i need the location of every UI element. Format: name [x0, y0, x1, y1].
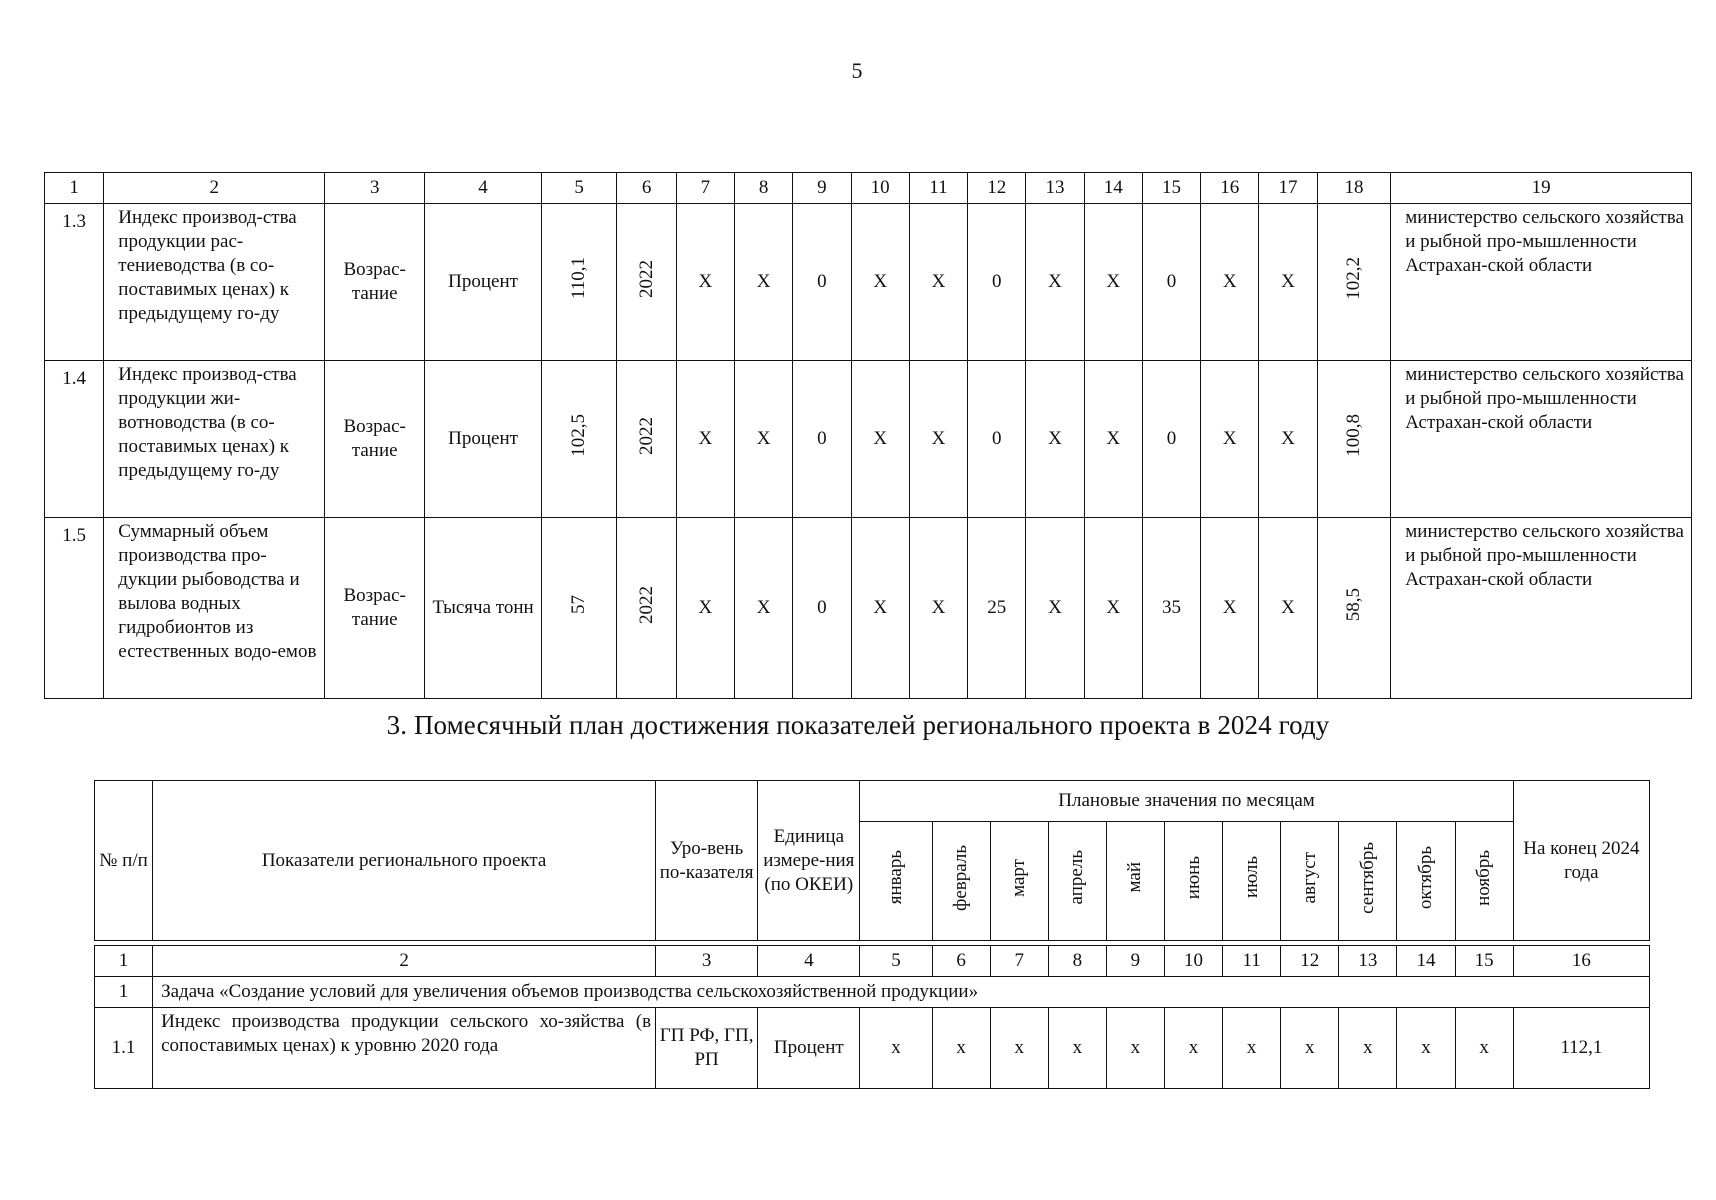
column-number: 6 [932, 946, 990, 977]
month-header: апрель [1066, 850, 1088, 905]
month-value: 0 [968, 204, 1026, 361]
table-row [45, 518, 1692, 699]
base-year-cell [617, 204, 676, 361]
month-header: май [1124, 862, 1146, 893]
year-value: 102,2 [1342, 257, 1364, 300]
page-number: 5 [851, 58, 863, 83]
column-number: 11 [1223, 946, 1281, 977]
column-numbers-row [95, 946, 1650, 977]
column-number: 16 [1201, 173, 1259, 204]
indicator-name: Индекс производ-ства продукции рас-тениеводства (в со-поставимых ценах) к предыдущему го-ду [104, 204, 325, 361]
year-value: 58,5 [1342, 587, 1364, 622]
base-value-cell [541, 361, 617, 518]
base-value: 57 [568, 595, 590, 614]
month-value: Х [1201, 361, 1259, 518]
month-value: 35 [1142, 518, 1200, 699]
month-value: Х [1259, 361, 1317, 518]
column-number: 9 [793, 173, 851, 204]
unit: Тысяча тонн [425, 518, 542, 699]
unit: Процент [425, 204, 542, 361]
section-title: 3. Помесячный план достижения показателей регионального проекта в 2024 году [386, 710, 1330, 740]
month-value: Х [1026, 204, 1084, 361]
header-num: № п/п [95, 781, 153, 941]
year-value-cell [1317, 361, 1391, 518]
month-value: Х [909, 204, 967, 361]
month-header: август [1298, 851, 1320, 904]
month-value: Х [676, 204, 734, 361]
month-header: ноябрь [1473, 849, 1495, 906]
month-header-cell [1281, 822, 1339, 941]
column-number: 13 [1026, 173, 1084, 204]
base-year-cell [617, 361, 676, 518]
month-value: Х [1259, 204, 1317, 361]
header-unit: Единица измере-ния (по ОКЕИ) [758, 781, 860, 941]
base-year: 2022 [635, 585, 657, 624]
indicator-level: Возрас-тание [325, 518, 425, 699]
year-value-cell [1317, 518, 1391, 699]
month-value: х [1339, 1008, 1397, 1089]
month-header-cell [932, 822, 990, 941]
indicator-name: Индекс производ-ства продукции жи-вотноводства (в со-поставимых ценах) к предыдущему го-ду [104, 361, 325, 518]
task-row [95, 977, 1650, 1008]
column-number: 5 [860, 946, 932, 977]
month-header-cell [1048, 822, 1106, 941]
month-value: 0 [1142, 361, 1200, 518]
column-number: 2 [104, 173, 325, 204]
month-header: февраль [950, 844, 972, 911]
indicator-level: Возрас-тание [325, 204, 425, 361]
month-value: Х [1201, 518, 1259, 699]
column-number: 7 [676, 173, 734, 204]
row-number: 1.5 [45, 518, 104, 699]
month-value: х [1164, 1008, 1222, 1089]
column-numbers-row [45, 173, 1692, 204]
base-value: 110,1 [568, 257, 590, 300]
column-number: 16 [1513, 946, 1649, 977]
month-value: Х [909, 518, 967, 699]
header-row [95, 781, 1650, 822]
month-value: Х [676, 361, 734, 518]
column-number: 7 [990, 946, 1048, 977]
month-header-cell [1106, 822, 1164, 941]
column-number: 15 [1455, 946, 1513, 977]
month-header-cell [1397, 822, 1455, 941]
month-value: х [860, 1008, 932, 1089]
indicators-table [44, 172, 1692, 699]
month-value: Х [851, 204, 909, 361]
monthly-plan-table [94, 780, 1650, 1089]
month-header-cell [990, 822, 1048, 941]
month-header-cell [1223, 822, 1281, 941]
unit: Процент [758, 1008, 860, 1089]
month-header: октябрь [1414, 845, 1436, 910]
row-number: 1.3 [45, 204, 104, 361]
column-number: 2 [153, 946, 656, 977]
responsible-body: министерство сельского хозяйства и рыбной про-мышленности Астрахан-ской области [1391, 518, 1692, 699]
month-header-cell [1339, 822, 1397, 941]
month-value: Х [1026, 361, 1084, 518]
header-level: Уро-вень по-казателя [656, 781, 758, 941]
month-header-cell [1164, 822, 1222, 941]
month-value: Х [1084, 518, 1142, 699]
task-title: Задача «Создание условий для увеличения объемов производства сельскохозяйственной продукции» [153, 977, 1650, 1008]
header-end-value: На конец 2024 года [1513, 781, 1649, 941]
month-value: х [1223, 1008, 1281, 1089]
base-year: 2022 [635, 416, 657, 455]
month-header-cell [860, 822, 932, 941]
column-number: 3 [656, 946, 758, 977]
month-header: сентябрь [1356, 841, 1378, 914]
month-value: Х [1026, 518, 1084, 699]
row-number: 1.4 [45, 361, 104, 518]
row-number: 1.1 [95, 1008, 153, 1089]
indicator-name: Индекс производства продукции сельского хо-зяйства (в сопоставимых ценах) к уровню 2020 года [153, 1008, 656, 1089]
base-value-cell [541, 204, 617, 361]
column-number: 8 [735, 173, 793, 204]
indicator-name: Суммарный объем производства про-дукции рыбоводства и вылова водных гидробионтов из естественных водо-емов [104, 518, 325, 699]
month-header: март [1008, 858, 1030, 897]
header-indicator: Показатели регионального проекта [153, 781, 656, 941]
month-header: январь [884, 850, 906, 905]
column-number: 3 [325, 173, 425, 204]
column-number: 14 [1084, 173, 1142, 204]
month-value: х [1281, 1008, 1339, 1089]
column-number: 11 [909, 173, 967, 204]
month-value: х [1106, 1008, 1164, 1089]
column-number: 17 [1259, 173, 1317, 204]
month-value: Х [735, 518, 793, 699]
month-value: х [932, 1008, 990, 1089]
month-value: х [1455, 1008, 1513, 1089]
base-value: 102,5 [568, 414, 590, 457]
column-number: 15 [1142, 173, 1200, 204]
table-row [95, 1008, 1650, 1089]
column-number: 1 [45, 173, 104, 204]
column-number: 18 [1317, 173, 1391, 204]
month-header-cell [1455, 822, 1513, 941]
base-year: 2022 [635, 259, 657, 298]
month-value: х [1397, 1008, 1455, 1089]
month-value: Х [1201, 204, 1259, 361]
month-header: июнь [1182, 855, 1204, 900]
month-value: Х [735, 361, 793, 518]
year-value: 100,8 [1342, 414, 1364, 457]
column-number: 14 [1397, 946, 1455, 977]
month-value: 0 [1142, 204, 1200, 361]
column-number: 4 [758, 946, 860, 977]
responsible-body: министерство сельского хозяйства и рыбной про-мышленности Астрахан-ской области [1391, 361, 1692, 518]
base-year-cell [617, 518, 676, 699]
column-number: 12 [968, 173, 1026, 204]
month-header: июль [1240, 856, 1262, 899]
column-number: 12 [1281, 946, 1339, 977]
responsible-body: министерство сельского хозяйства и рыбной про-мышленности Астрахан-ской области [1391, 204, 1692, 361]
column-number: 5 [541, 173, 617, 204]
column-number: 10 [851, 173, 909, 204]
unit: Процент [425, 361, 542, 518]
month-value: Х [851, 361, 909, 518]
column-number: 8 [1048, 946, 1106, 977]
month-value: 0 [793, 361, 851, 518]
end-value: 112,1 [1513, 1008, 1649, 1089]
column-number: 1 [95, 946, 153, 977]
month-value: Х [1084, 361, 1142, 518]
year-value-cell [1317, 204, 1391, 361]
task-number: 1 [95, 977, 153, 1008]
indicator-level: ГП РФ, ГП, РП [656, 1008, 758, 1089]
month-value: Х [1259, 518, 1317, 699]
month-value: х [990, 1008, 1048, 1089]
column-number: 6 [617, 173, 676, 204]
month-value: 25 [968, 518, 1026, 699]
month-value: Х [851, 518, 909, 699]
column-number: 19 [1391, 173, 1692, 204]
table-row [45, 361, 1692, 518]
indicator-level: Возрас-тание [325, 361, 425, 518]
month-value: Х [909, 361, 967, 518]
column-number: 9 [1106, 946, 1164, 977]
month-value: Х [676, 518, 734, 699]
base-value-cell [541, 518, 617, 699]
month-value: 0 [968, 361, 1026, 518]
month-value: Х [1084, 204, 1142, 361]
column-number: 10 [1164, 946, 1222, 977]
month-value: 0 [793, 518, 851, 699]
month-value: Х [735, 204, 793, 361]
column-number: 13 [1339, 946, 1397, 977]
month-value: х [1048, 1008, 1106, 1089]
month-value: 0 [793, 204, 851, 361]
header-months-group: Плановые значения по месяцам [860, 781, 1513, 822]
column-number: 4 [425, 173, 542, 204]
table-row [45, 204, 1692, 361]
